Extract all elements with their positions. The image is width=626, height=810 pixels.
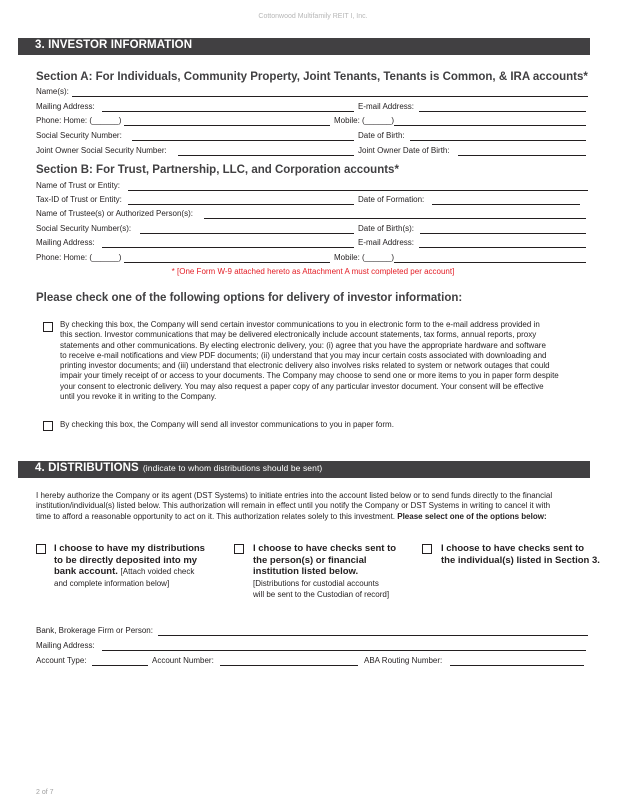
trust-name-row [36, 181, 588, 193]
direct-deposit-checkbox[interactable] [36, 544, 46, 554]
trustee-label: Name of Trustee(s) or Authorized Person(s): [36, 209, 193, 218]
b-ssn-label: Social Security Number(s): [36, 224, 132, 233]
names-row [36, 87, 588, 99]
account-row [36, 656, 588, 668]
b-dob-field[interactable] [420, 233, 586, 234]
joint-ssn-label: Joint Owner Social Security Number: [36, 146, 167, 155]
formation-label: Date of Formation: [358, 195, 425, 204]
aba-field[interactable] [450, 665, 584, 666]
b-phone-row [36, 253, 588, 265]
trust-name-field[interactable] [128, 190, 588, 191]
tax-id-row [36, 195, 588, 207]
section-4-title: 4. DISTRIBUTIONS (indicate to whom distributions should be sent) [35, 462, 323, 474]
b-mobile-field[interactable] [394, 262, 586, 263]
checks-to-person-checkbox[interactable] [234, 544, 244, 554]
select-instruction: Please select one of the options below: [397, 511, 547, 521]
trustee-field[interactable] [204, 218, 586, 219]
email-field[interactable] [419, 111, 586, 112]
section-4-subtitle: (indicate to whom distributions should be sent) [142, 463, 323, 473]
section-4-bar [18, 461, 590, 478]
page-header: Cottonwood Multifamily REIT I, Inc. [258, 13, 368, 20]
b-mailing-label: Mailing Address: [36, 238, 95, 247]
b-dob-label: Date of Birth(s): [358, 224, 415, 233]
checks-to-individuals-option: I choose to have checks sent to the individual(s) listed in Section 3. [441, 543, 600, 566]
bank-field[interactable] [158, 635, 588, 636]
b-email-label: E-mail Address: [358, 238, 415, 247]
tax-id-label: Tax-ID of Trust or Entity: [36, 195, 122, 204]
delivery-heading: Please check one of the following options for delivery of investor information: [36, 292, 463, 304]
checks-to-person-option: I choose to have checks sent to the person(s) or financial institution listed below. [Distributions for custodial accounts will be sent to the Custodian of record] [253, 543, 397, 599]
dob-field[interactable] [410, 140, 586, 141]
account-number-label: Account Number: [152, 656, 214, 665]
aba-label: ABA Routing Number: [364, 656, 443, 665]
authorization-text: I hereby authorize the Company or its agent (DST Systems) to initiate entries into the account listed below or to send funds directly to the financial institution/individual(s) listed below. This authorization will remain in effect until you notify the Company or DST Systems in writing to cancel it with time to afford a reasonable opportunity to act on it. This authorization relates solely to this investment. Please select one of the options below: [36, 491, 553, 521]
checks-to-individuals-checkbox[interactable] [422, 544, 432, 554]
bank-label: Bank, Brokerage Firm or Person: [36, 626, 153, 635]
w9-note: * [One Form W-9 attached hereto as Attachment A must completed per account] [171, 267, 455, 276]
paper-delivery-text: By checking this box, the Company will send all investor communications to you in paper form. [60, 420, 394, 429]
mobile-field[interactable] [394, 125, 586, 126]
mailing-label: Mailing Address: [36, 102, 95, 111]
d-mailing-row [36, 641, 588, 653]
mailing-row [36, 102, 588, 114]
email-label: E-mail Address: [358, 102, 415, 111]
section-3-bar [18, 38, 590, 55]
d-mailing-label: Mailing Address: [36, 641, 95, 650]
phone-home-field[interactable] [124, 125, 330, 126]
formation-field[interactable] [432, 204, 580, 205]
joint-row [36, 146, 588, 158]
d-mailing-field[interactable] [102, 650, 586, 651]
account-type-field[interactable] [92, 665, 148, 666]
account-type-label: Account Type: [36, 656, 87, 665]
section-3-title: 3. INVESTOR INFORMATION [35, 39, 193, 51]
section-b-heading: Section B: For Trust, Partnership, LLC, and Corporation accounts* [36, 164, 399, 176]
b-mobile-label: Mobile: (______) [334, 253, 395, 262]
tax-id-field[interactable] [128, 204, 354, 205]
trustee-row [36, 209, 588, 221]
account-number-field[interactable] [220, 665, 358, 666]
names-field[interactable] [72, 96, 588, 97]
joint-ssn-field[interactable] [178, 155, 354, 156]
direct-deposit-option: I choose to have my distributions to be directly deposited into my bank account. [Attach voided check and complete information below] [54, 543, 205, 588]
page-footer: 2 of 7 [36, 789, 54, 796]
b-phone-home-label: Phone: Home: (______) [36, 253, 122, 262]
b-mailing-row [36, 238, 588, 250]
phone-home-label: Phone: Home: (______) [36, 116, 122, 125]
b-ssn-field[interactable] [140, 233, 354, 234]
ssn-label: Social Security Number: [36, 131, 122, 140]
trust-name-label: Name of Trust or Entity: [36, 181, 121, 190]
paper-delivery-checkbox[interactable] [43, 421, 53, 431]
electronic-delivery-text: By checking this box, the Company will send certain investor communications to you in electronic form to the e-mail address provided in this section. Investor communications that may be delivered electronically include account statements, tax forms, annual reports, proxy statements and other communications. By electing electronic delivery, you: (i) agree that you have the appropriate hardware and software to receive e-mail notifications and view PDF documents; (ii) understand that you may incur certain costs associated with downloading and printing investor documents; and (iii) understand that electronic delivery also involves risks related to system or network outages that could impair your timely receipt of or access to your documents. The Company may choose to send one or more items to you in paper form despite your consent to electronic delivery. You may also request a paper copy of any particular investor document. Your consent will be effective until you revoke it in writing to the Company. [60, 320, 559, 402]
phone-row [36, 116, 588, 128]
b-phone-home-field[interactable] [124, 262, 330, 263]
b-email-field[interactable] [419, 247, 586, 248]
joint-dob-label: Joint Owner Date of Birth: [358, 146, 450, 155]
ssn-field[interactable] [132, 140, 354, 141]
joint-dob-field[interactable] [458, 155, 586, 156]
mobile-label: Mobile: (______) [334, 116, 395, 125]
bank-row [36, 626, 588, 638]
b-mailing-field[interactable] [102, 247, 354, 248]
ssn-row [36, 131, 588, 143]
electronic-delivery-checkbox[interactable] [43, 322, 53, 332]
b-ssn-row [36, 224, 588, 236]
mailing-field[interactable] [102, 111, 354, 112]
section-a-heading: Section A: For Individuals, Community Property, Joint Tenants, Tenants is Common, & IRA accounts* [36, 71, 588, 83]
dob-label: Date of Birth: [358, 131, 405, 140]
names-label: Name(s): [36, 87, 69, 96]
